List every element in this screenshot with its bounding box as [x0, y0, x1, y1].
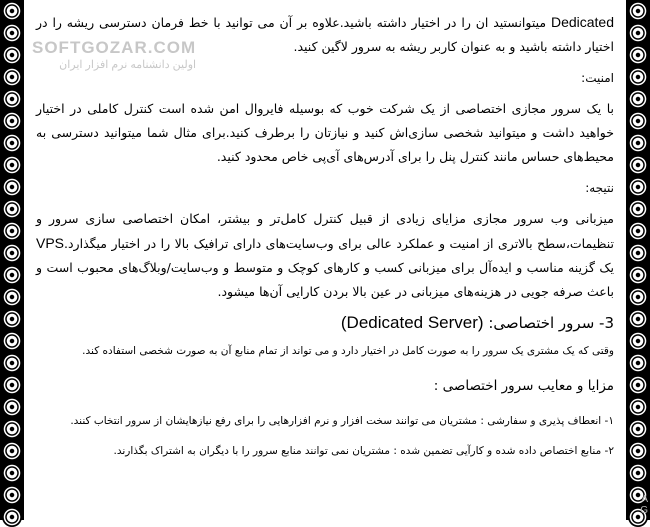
- ornament-icon: [628, 397, 648, 417]
- ornament-icon: [2, 375, 22, 395]
- ornament-icon: [628, 199, 648, 219]
- ornament-icon: [628, 177, 648, 197]
- pros-cons-item-2: ۲- منابع اختصاص داده شده و کارآیی تضمین شده : مشتریان نمی توانند منابع سرور را با دیگران به اشتراک بگذارند.: [113, 445, 614, 457]
- ornament-icon: [2, 243, 22, 263]
- watermark-brand: SOFTGOZAR.COM: [32, 38, 197, 57]
- ornament-icon: [628, 287, 648, 307]
- ornament-icon: [2, 89, 22, 109]
- ornament-icon: [2, 45, 22, 65]
- ornament-icon: [2, 397, 22, 417]
- ornament-icon: [628, 265, 648, 285]
- ornament-icon: [628, 353, 648, 373]
- corner-text: [640, 494, 648, 516]
- vps-word: VPS: [36, 235, 65, 251]
- watermark-tagline: اولین دانشنامه نرم افزار ایران: [59, 59, 197, 71]
- section-3-heading: [30, 308, 620, 338]
- document-page: [30, 0, 620, 520]
- paragraph-top: [30, 10, 620, 59]
- section-3-definition: وقتی که یک مشتری یک سرور را به صورت کامل در اختیار دارد و می تواند از تمام منابع آن به صورت شخصی استفاده کند.: [82, 345, 614, 357]
- ornament-icon: [2, 265, 22, 285]
- ornament-icon: [2, 23, 22, 43]
- section-3-heading-fa: 3- سرور اختصاصی:: [483, 314, 614, 332]
- ornament-icon: [2, 331, 22, 351]
- section-3-heading-latin: (Dedicated Server): [340, 313, 484, 332]
- ornament-icon: [628, 463, 648, 483]
- ornament-icon: [628, 111, 648, 131]
- ornament-icon: [628, 67, 648, 87]
- corner-line-1: A: [641, 494, 648, 505]
- left-ornament-border: [0, 0, 24, 520]
- ornament-icon: [628, 419, 648, 439]
- ornament-icon: [2, 507, 22, 527]
- right-ornament-border: [626, 0, 650, 520]
- ornament-icon: [2, 67, 22, 87]
- ornament-icon: [2, 111, 22, 131]
- ornament-icon: [628, 89, 648, 109]
- ornament-icon: [2, 463, 22, 483]
- ornament-icon: [2, 221, 22, 241]
- ornament-icon: [2, 441, 22, 461]
- ornament-icon: [628, 1, 648, 21]
- ornament-icon: [628, 155, 648, 175]
- ornament-icon: [2, 287, 22, 307]
- security-label: امنیت:: [581, 71, 614, 85]
- conclusion-paragraph: [30, 207, 620, 304]
- ornament-icon: [2, 485, 22, 505]
- ornament-icon: [2, 419, 22, 439]
- conclusion-text-before: میزبانی وب سرور مجازی مزایای زیادی از قبیل کنترل کامل‌تر و بیشتر، امکان اختصاصی سازی سرور و تنظیمات،سطح بالاتری از امنیت و عملکرد عالی برای وب‌سایت‌های دارای ترافیک بالا را در اختیار میگذارد.: [36, 211, 614, 251]
- ornament-icon: [628, 221, 648, 241]
- ornament-icon: [628, 45, 648, 65]
- ornament-icon: [2, 177, 22, 197]
- ornament-icon: [628, 133, 648, 153]
- ornament-icon: [2, 353, 22, 373]
- pros-cons-item-1: ۱- انعطاف پذیری و سفارشی : مشتریان می توانند سخت افزار و نرم افزارهایی را برای رفع نیازهایشان از سرور انتخاب کنند.: [70, 415, 614, 427]
- ornament-icon: [628, 441, 648, 461]
- ornament-icon: [2, 155, 22, 175]
- conclusion-label: نتیجه:: [585, 181, 614, 195]
- conclusion-text-after: یک گزینه مناسب و ایده‌آل برای میزبانی کسب و کارهای کوچک و متوسط و وب‌سایت/وبلاگ‌های محبوب است و باعث صرفه جویی در هزینه‌های میزبانی در عین بالا بردن کارایی آن‌ها میشود.: [36, 260, 614, 299]
- ornament-icon: [2, 309, 22, 329]
- ornament-icon: [628, 375, 648, 395]
- pros-cons-heading: مزایا و معایب سرور اختصاصی :: [433, 378, 614, 394]
- dedicated-word: Dedicated: [550, 14, 614, 30]
- ornament-icon: [2, 1, 22, 21]
- ornament-icon: [628, 243, 648, 263]
- paragraph-top-text: میتوانستید ان را در اختیار داشته باشید.علاوه بر آن می توانید با خط فرمان دسترسی ریشه را در اختیار داشته باشید و به عنوان کاربر ریشه به سرور لاگین کنید.: [36, 15, 614, 54]
- ornament-icon: [628, 309, 648, 329]
- security-paragraph: با یک سرور مجازی اختصاصی از یک شرکت خوب که بوسیله فایروال امن شده است کنترل کاملی در اختیار خواهید داشت و میتوانید شخصی سازی‌اش کنید و نیازتان را برطرف کنید.برای مثال شما میتوانید دسترسی به محیط‌های حساس مانند کنترل پنل را برای آدرس‌های آی‌پی خاص محدود کنید.: [36, 101, 614, 164]
- ornament-icon: [628, 23, 648, 43]
- ornament-icon: [628, 331, 648, 351]
- corner-line-2: G: [640, 505, 648, 516]
- ornament-icon: [2, 199, 22, 219]
- ornament-icon: [2, 133, 22, 153]
